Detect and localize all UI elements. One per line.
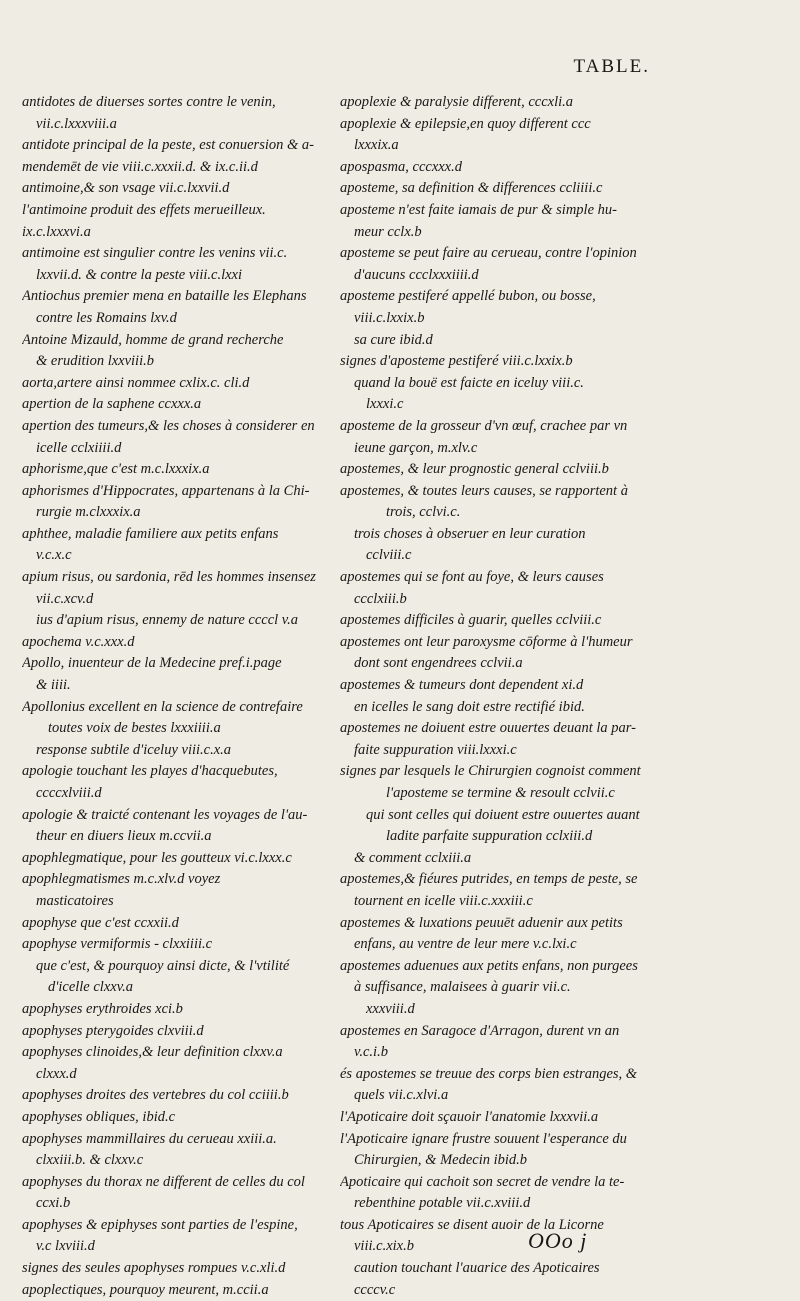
index-entry: que c'est, & pourquoy ainsi dicte, & l'vtilité [36, 957, 290, 974]
index-entry: apochema v.c.xxx.d [22, 633, 135, 650]
page-title: TABLE. [573, 56, 650, 77]
index-entry: apophyses & epiphyses sont parties de l'espine, [22, 1216, 298, 1233]
index-entry: v.c.i.b [354, 1044, 388, 1061]
index-entry: l'Apoticaire doit sçauoir l'anatomie lxxxvii.a [340, 1108, 599, 1125]
index-entry: rebenthine potable vii.c.xviii.d [354, 1195, 531, 1212]
index-entry: trois choses à obseruer en leur curation [354, 525, 586, 542]
index-entry: apophyse que c'est ccxxii.d [22, 914, 179, 931]
index-entry: apostemes,& fiéures putrides, en temps de peste, se [340, 871, 638, 888]
index-entry: apostemes & tumeurs dont dependent xi.d [340, 677, 584, 694]
index-entry: contre les Romains lxv.d [36, 309, 177, 326]
index-entry: signes par lesquels le Chirurgien cognoist comment [340, 763, 641, 780]
index-entry: és apostemes se treuue des corps bien estranges, & [340, 1065, 638, 1082]
index-entry: apertion de la saphene ccxxx.a [22, 396, 202, 413]
index-entry: apoplexie & paralysie different, cccxli.a [340, 94, 573, 110]
index-entry: rurgie m.clxxxix.a [36, 504, 141, 521]
index-entry: d'aucuns ccclxxxiiii.d [354, 266, 479, 283]
index-entry: viii.c.xix.b [354, 1238, 414, 1255]
index-entry: à suffisance, malaisees à guarir vii.c. [354, 979, 571, 996]
index-entry: vii.c.lxxxviii.a [36, 115, 117, 132]
index-entry: apophyse vermiformis - clxxiiii.c [22, 936, 213, 953]
index-entry: masticatoires [36, 892, 114, 909]
index-entry: vii.c.xcv.d [36, 590, 94, 607]
index-entry: meur cclx.b [354, 223, 422, 240]
index-entry: Apollo, inuenteur de la Medecine pref.i.page [22, 655, 282, 672]
index-entry: apostemes ne doiuent estre ouuertes deuant la par- [340, 720, 636, 737]
index-entry: ccclxiii.b [354, 590, 407, 607]
index-entry: & iiii. [36, 677, 71, 694]
index-entry: aorta,artere ainsi nommee cxlix.c. cli.d [22, 374, 250, 391]
index-entry: Apollonius excellent en la science de contrefaire [22, 698, 303, 715]
index-entry: Chirurgien, & Medecin ibid.b [354, 1152, 528, 1169]
index-entry: faite suppuration viii.lxxxi.c [354, 741, 517, 758]
index-entry: antimoine,& son vsage vii.c.lxxvii.d [22, 180, 230, 197]
index-entry: lxxvii.d. & contre la peste viii.c.lxxi [36, 266, 243, 283]
index-entry: Apoticaire qui cachoit son secret de vendre la te- [340, 1173, 625, 1190]
index-entry: apophyses erythroides xci.b [22, 1000, 183, 1017]
index-entry: apologie & traicté contenant les voyages de l'au- [22, 806, 308, 823]
index-entry: antidote principal de la peste, est conuersion & a- [22, 137, 314, 154]
index-entry: v.c lxviii.d [36, 1238, 95, 1255]
index-entry: apophyses pterygoides clxviii.d [22, 1022, 204, 1039]
index-entry: apostemes qui se font au foye, & leurs causes [340, 569, 604, 586]
index-entry: l'antimoine produit des effets merueilleux. [22, 201, 266, 218]
index-entry: apertion des tumeurs,& les choses à considerer en [22, 417, 315, 434]
index-entry: icelle cclxiiii.d [36, 439, 122, 456]
index-entry: apostemes, & toutes leurs causes, se rapportent à [340, 482, 628, 499]
index-entry: toutes voix de bestes lxxxiiii.a [48, 720, 221, 737]
index-entry: signes des seules apophyses rompues v.c.xli.d [22, 1260, 286, 1277]
index-entry: quels vii.c.xlvi.a [354, 1087, 449, 1104]
index-entry: enfans, au ventre de leur mere v.c.lxi.c [354, 936, 577, 953]
index-entry: l'aposteme se termine & resoult cclvii.c [386, 785, 615, 801]
index-entry: apophyses du thorax ne different de celles du col [22, 1173, 305, 1190]
index-entry: apospasma, cccxxx.d [340, 158, 462, 175]
index-entry: l'Apoticaire ignare frustre souuent l'esperance du [340, 1130, 627, 1147]
index-entry: dont sont engendrees cclvii.a [354, 655, 523, 672]
index-entry: aposteme, sa definition & differences ccliiii.c [340, 180, 603, 197]
index-entry: caution touchant l'auarice des Apoticaires [354, 1260, 600, 1277]
index-entry: sa cure ibid.d [354, 331, 433, 348]
index-entry: antimoine est singulier contre les venins vii.c. [22, 245, 288, 262]
index-entry: apostemes & luxations peuuēt aduenir aux petits [340, 914, 623, 931]
index-entry: aposteme pestiferé appellé bubon, ou bosse, [340, 288, 596, 305]
index-entry: ccccxlviii.d [36, 785, 102, 801]
index-entry: apostemes, & leur prognostic general cclviii.b [340, 461, 609, 478]
index-entry: ix.c.lxxxvi.a [22, 223, 91, 240]
index-entry: apoplexie & epilepsie,en quoy different ccc [340, 115, 591, 132]
index-entry: Antiochus premier mena en bataille les Elephans [22, 288, 307, 305]
index-entry: quand la bouë est faicte en iceluy viii.c. [354, 374, 584, 391]
index-entry: apoplectiques, pourquoy meurent, m.ccii.a [22, 1281, 269, 1298]
index-entry: Antoine Mizauld, homme de grand recherche [22, 331, 284, 348]
index-entry: aposteme n'est faite iamais de pur & simple hu- [340, 201, 617, 218]
index-entry: d'icelle clxxv.a [48, 979, 133, 996]
index-entry: apophyses clinoides,& leur definition clxxv.a [22, 1044, 283, 1061]
index-entry: & erudition lxxviii.b [36, 353, 154, 370]
index-entry: response subtile d'iceluy viii.c.x.a [36, 741, 232, 758]
index-entry: apophlegmatismes m.c.xlv.d voyez [22, 871, 221, 888]
index-entry: apostemes aduenues aux petits enfans, non purgees [340, 957, 638, 974]
index-entry: tournent en icelle viii.c.xxxiii.c [354, 892, 533, 909]
signature-mark: OOo j [528, 1228, 588, 1253]
index-entry: xxxviii.d [366, 1000, 415, 1017]
index-entry: apostemes difficiles à guarir, quelles cclviii.c [340, 612, 602, 629]
index-entry: apostemes ont leur paroxysme cōforme à l'humeur [340, 633, 633, 650]
index-entry: clxxx.d [36, 1065, 77, 1082]
index-entry: apophyses droites des vertebres du col cciiii.b [22, 1087, 289, 1104]
index-entry: apium risus, ou sardonia, rēd les hommes insensez [22, 569, 316, 586]
index-entry: & comment cclxiii.a [354, 849, 472, 866]
index-entry: clxxiii.b. & clxxv.c [36, 1152, 144, 1169]
index-entry: ccxi.b [36, 1195, 71, 1212]
index-entry: aphorismes d'Hippocrates, appartenans à la Chi- [22, 482, 310, 499]
index-entry: apostemes en Saragoce d'Arragon, durent vn an [340, 1022, 620, 1039]
index-entry: apophyses mammillaires du cerueau xxiii.a. [22, 1130, 277, 1147]
index-entry: apophyses obliques, ibid.c [22, 1108, 176, 1125]
index-entry: apologie touchant les playes d'hacquebutes, [22, 763, 278, 780]
index-entry: aposteme se peut faire au cerueau, contre l'opinion [340, 245, 637, 262]
index-column-left [22, 92, 325, 1301]
index-entry: qui sont celles qui doiuent estre ouuertes auant [366, 806, 640, 823]
index-entry: cclviii.c [366, 547, 412, 564]
index-entry: antidotes de diuerses sortes contre le venin, [22, 94, 276, 110]
index-entry: aposteme de la grosseur d'vn œuf, crachee par vn [340, 417, 628, 434]
index-entry: ius d'apium risus, ennemy de nature ccccl v.a [36, 612, 299, 629]
index-entry: ladite parfaite suppuration cclxiii.d [386, 828, 593, 845]
index-entry: aphthee, maladie familiere aux petits enfans [22, 525, 279, 542]
index-entry: tous Apoticaires se disent auoir de la Licorne [340, 1216, 604, 1233]
index-entry: trois, cclvi.c. [386, 504, 461, 521]
index-entry: lxxxi.c [366, 396, 404, 413]
index-entry: aphorisme,que c'est m.c.lxxxix.a [22, 461, 210, 478]
index-entry: theur en diuers lieux m.ccvii.a [36, 828, 212, 845]
index-entry: ccccv.c [354, 1281, 396, 1298]
index-entry: signes d'aposteme pestiferé viii.c.lxxix.b [340, 353, 573, 370]
index-entry: en icelles le sang doit estre rectifié ibid. [354, 698, 585, 715]
index-entry: ieune garçon, m.xlv.c [354, 439, 478, 456]
index-entry: viii.c.lxxix.b [354, 309, 425, 326]
index-entry: apophlegmatique, pour les goutteux vi.c.lxxx.c [22, 849, 292, 866]
index-entry: v.c.x.c [36, 547, 72, 564]
index-entry: lxxxix.a [354, 137, 399, 154]
index-column-right [340, 92, 652, 1301]
index-entry: mendemēt de vie viii.c.xxxii.d. & ix.c.ii.d [22, 158, 258, 175]
